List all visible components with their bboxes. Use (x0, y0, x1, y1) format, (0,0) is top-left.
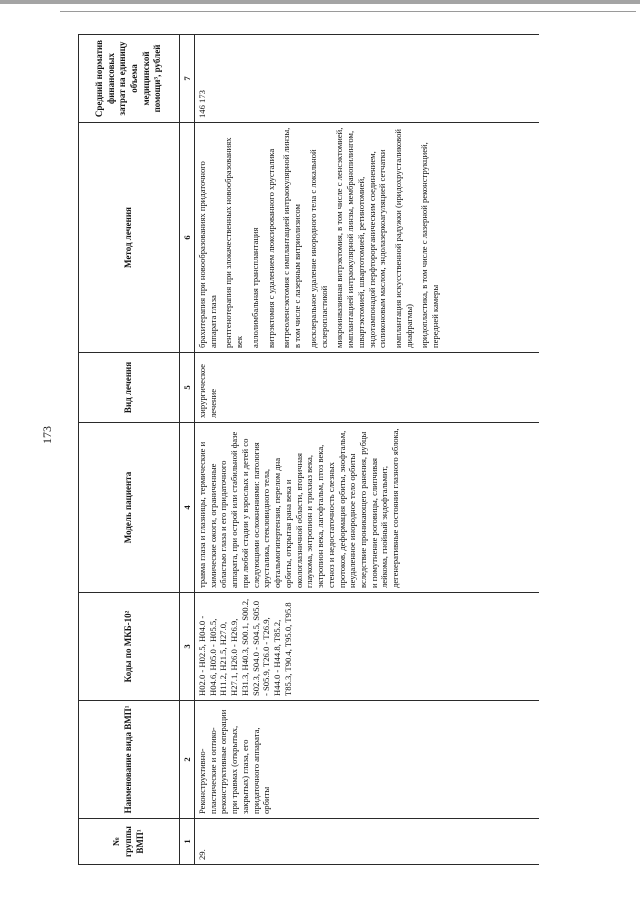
header-treatment-type: Вид лечения (79, 353, 180, 423)
column-number: 4 (180, 423, 195, 593)
header-patient-model: Модель пациента (79, 423, 180, 593)
header-group-number: № группы ВМП¹ (79, 819, 180, 865)
column-number-row (180, 35, 195, 865)
scan-edge-shadow (0, 0, 640, 4)
table-header-row (79, 35, 180, 865)
cost-cell: 146 173 (195, 35, 540, 123)
column-number: 5 (180, 353, 195, 423)
treatment-method-cell (195, 123, 540, 353)
method-item: витреоленсэктомия с имплантацией интраокулярной линзы, в том числе с лазерным витриолизисом (281, 127, 303, 348)
method-item: иридопластика, в том числе с лазерной реконструкцией, передней камеры (419, 142, 441, 348)
method-item: дисклеральное удаление инородного тела с локальной склеропластикой (307, 149, 329, 348)
method-item: рентгенотерапия при злокачественных новообразованиях век (223, 137, 245, 348)
header-cost-standard: Средний норматив финансовых затрат на единицу объема медицинской помощи³, рублей (79, 35, 180, 123)
scan-top-line (60, 11, 636, 12)
method-item: микроинвазивная витрэктомия, в том числе с ленсэктомией, имплантацией интраокулярной линзы, мембранопилингом, швартэктомией, швартотомией, ретинотомией, эндотампонадой перфторорганическим соединением, силиконовым маслом, эндолазеркоагуляцией сетчатки (334, 127, 388, 348)
column-number: 6 (180, 123, 195, 353)
method-item: брахитерапия при новообразованиях придаточного аппарата глаза (197, 161, 218, 348)
table-row (195, 35, 540, 865)
vmp-table (78, 34, 539, 865)
column-number: 1 (180, 819, 195, 865)
icd-codes-cell: H02.0 - H02.5, H04.0 - H04.6, H05.0 - H05.5, H11.2, H21.5, H27.0, H27.1, H26.0 - H26.9, H31.3, H40.3, S00.1, S00.2, S02.3, S04.0 - S04.5, S05.0 - S05.9, T26.0 - T26.9, H44.0 - H44.8, T85.2, T85.3, T90.4, T95.0, T95.8 (195, 593, 540, 701)
column-number: 7 (180, 35, 195, 123)
vmp-name-cell: Реконструктивно-пластические и оптико-реконструктивные операции при травмах (открытых, закрытых) глаза, его придаточного аппарата, орбиты (195, 701, 540, 819)
column-number: 3 (180, 593, 195, 701)
header-vmp-name: Наименование вида ВМП¹ (79, 701, 180, 819)
page-number: 173 (40, 426, 54, 444)
rotated-table-container (78, 35, 578, 865)
method-item: имплантация искусственной радужки (иридохрусталиковой диафрагмы) (393, 128, 414, 348)
treatment-type-cell: хирургическое лечение (195, 353, 540, 423)
column-number: 2 (180, 701, 195, 819)
group-number-cell: 29. (195, 819, 540, 865)
method-item: аллолимбальная трансплантация (249, 227, 260, 348)
header-treatment-method: Метод лечения (79, 123, 180, 353)
header-icd-codes: Коды по МКБ-10² (79, 593, 180, 701)
method-item: витрэктомия с удалением люксированного хрусталика (265, 148, 276, 348)
patient-model-cell: травма глаза и глазницы, термические и химические ожоги, ограниченные областью глаза и его придаточного аппарата, при острой или стабильной фазе при любой стадии у взрослых и детей со следующими осложнениями: патология хрусталика, стекловидного тела, офтальмогипертензия, перелом дна орбиты, открытая рана века и окологлазничной области, вторичная глаукома, энтропион и трихиаз века, эктропион века, лагофтальм, птоз века, стеноз и недостаточность слезных протоков, деформация орбиты, энофтальм, неудаленное инородное тело орбиты вследствие проникающего ранения, рубцы и помутнение роговицы, слипчивая лейкома, гнойный эндофтальмит, дегенеративные состояния глазного яблока, (195, 423, 540, 593)
